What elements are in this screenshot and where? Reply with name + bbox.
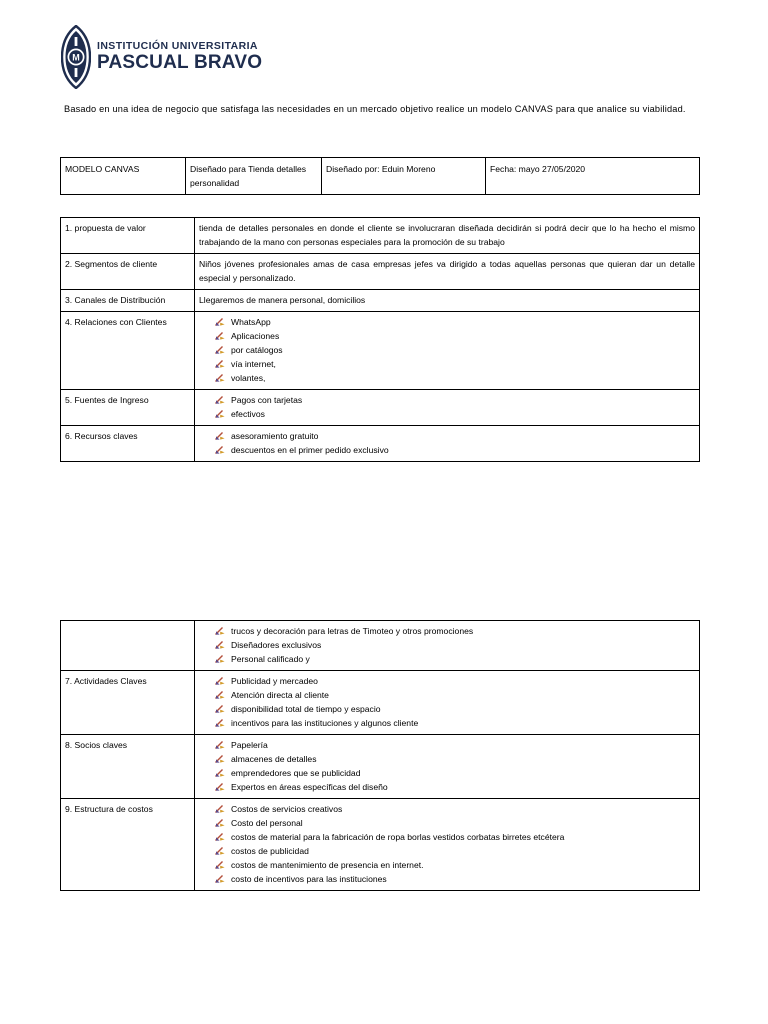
list-item	[215, 315, 695, 329]
arrow-bullet-icon	[215, 805, 225, 813]
list-item-text: costos de mantenimiento de presencia en internet.	[231, 860, 424, 870]
row-label: 8. Socios claves	[61, 735, 195, 799]
seal-letter: M	[72, 52, 80, 63]
header-model-cell: MODELO CANVAS	[61, 158, 186, 195]
list-item-text: Personal calificado y	[231, 654, 310, 664]
list-item-text: Pagos con tarjetas	[231, 395, 303, 405]
canvas-row	[61, 621, 700, 671]
list-item	[215, 830, 695, 844]
list-item	[215, 329, 695, 343]
canvas-row	[61, 735, 700, 799]
arrow-bullet-icon	[215, 360, 225, 368]
row-label: 9. Estructura de costos	[61, 799, 195, 891]
row-content: Niños jóvenes profesionales amas de casa empresas jefes va dirigido a todas aquellas personas que quieran dar un detalle especial y personalizado.	[195, 254, 700, 290]
institution-logo	[61, 24, 262, 90]
list-item-text: Diseñadores exclusivos	[231, 640, 322, 650]
row-content: tienda de detalles personales en donde el cliente se involucraran diseñada decidirán si podrá decir que lo ha hecho el mismo trabajando de la mano con personas especiales para la promoción de su trabajo	[195, 218, 700, 254]
list-item-text: Expertos en áreas específicas del diseño	[231, 782, 388, 792]
list-item-text: Costos de servicios creativos	[231, 804, 343, 814]
arrow-bullet-icon	[215, 741, 225, 749]
row-label: 3. Canales de Distribución	[61, 290, 195, 312]
arrow-bullet-icon	[215, 691, 225, 699]
header-row	[61, 158, 700, 195]
row-content	[195, 390, 700, 426]
arrow-bullet-icon	[215, 677, 225, 685]
shield-seal-icon	[61, 25, 91, 89]
list-item-text: emprendedores que se publicidad	[231, 768, 361, 778]
arrow-bullet-icon	[215, 861, 225, 869]
list-item-text: costo de incentivos para las instituciones	[231, 874, 387, 884]
list-item-text: asesoramiento gratuito	[231, 431, 319, 441]
row-label: 5. Fuentes de Ingreso	[61, 390, 195, 426]
canvas-header-table	[60, 157, 700, 195]
bullet-list	[199, 802, 695, 886]
arrow-bullet-icon	[215, 410, 225, 418]
list-item	[215, 752, 695, 766]
list-item-text: efectivos	[231, 409, 265, 419]
arrow-bullet-icon	[215, 769, 225, 777]
canvas-row	[61, 390, 700, 426]
arrow-bullet-icon	[215, 346, 225, 354]
arrow-bullet-icon	[215, 641, 225, 649]
arrow-bullet-icon	[215, 627, 225, 635]
canvas-row	[61, 426, 700, 462]
arrow-bullet-icon	[215, 833, 225, 841]
list-item	[215, 716, 695, 730]
header-designed-by-cell: Diseñado por: Eduin Moreno	[322, 158, 486, 195]
row-content	[195, 799, 700, 891]
arrow-bullet-icon	[215, 396, 225, 404]
list-item	[215, 652, 695, 666]
list-item-text: disponibilidad total de tiempo y espacio	[231, 704, 381, 714]
list-item	[215, 674, 695, 688]
list-item	[215, 357, 695, 371]
list-item	[215, 802, 695, 816]
arrow-bullet-icon	[215, 374, 225, 382]
arrow-bullet-icon	[215, 719, 225, 727]
bullet-list	[199, 624, 695, 666]
row-label: 6. Recursos claves	[61, 426, 195, 462]
bullet-list	[199, 393, 695, 421]
row-content	[195, 312, 700, 390]
list-item	[215, 844, 695, 858]
list-item	[215, 443, 695, 457]
list-item	[215, 624, 695, 638]
list-item	[215, 766, 695, 780]
list-item-text: almacenes de detalles	[231, 754, 317, 764]
row-label: 1. propuesta de valor	[61, 218, 195, 254]
list-item-text: Publicidad y mercadeo	[231, 676, 318, 686]
list-item-text: trucos y decoración para letras de Timoteo y otros promociones	[231, 626, 474, 636]
row-content	[195, 735, 700, 799]
canvas-row	[61, 290, 700, 312]
arrow-bullet-icon	[215, 783, 225, 791]
arrow-bullet-icon	[215, 847, 225, 855]
bullet-list	[199, 674, 695, 730]
list-item-text: Atención directa al cliente	[231, 690, 329, 700]
list-item	[215, 429, 695, 443]
row-content: Llegaremos de manera personal, domicilios	[195, 290, 700, 312]
list-item	[215, 393, 695, 407]
header-designed-for-cell: Diseñado para Tienda detalles personalidad	[186, 158, 322, 195]
bullet-list	[199, 315, 695, 385]
canvas-table-part-2	[60, 620, 700, 891]
list-item	[215, 780, 695, 794]
list-item-text: Costo del personal	[231, 818, 303, 828]
list-item-text: WhatsApp	[231, 317, 271, 327]
row-content	[195, 671, 700, 735]
header-date-cell: Fecha: mayo 27/05/2020	[486, 158, 700, 195]
canvas-row	[61, 312, 700, 390]
arrow-bullet-icon	[215, 446, 225, 454]
list-item	[215, 702, 695, 716]
row-label	[61, 621, 195, 671]
row-label: 7. Actividades Claves	[61, 671, 195, 735]
instructions-text: Basado en una idea de negocio que satisfaga las necesidades en un mercado objetivo realice un modelo CANVAS para que analice su viabilidad.	[64, 104, 686, 114]
list-item-text: incentivos para las instituciones y algunos cliente	[231, 718, 419, 728]
bullet-list	[199, 429, 695, 457]
list-item-text: Aplicaciones	[231, 331, 280, 341]
arrow-bullet-icon	[215, 432, 225, 440]
list-item	[215, 816, 695, 830]
logo-line-2: PASCUAL BRAVO	[97, 52, 263, 73]
list-item-text: volantes,	[231, 373, 266, 383]
arrow-bullet-icon	[215, 705, 225, 713]
bullet-list	[199, 738, 695, 794]
row-content	[195, 621, 700, 671]
row-content	[195, 426, 700, 462]
arrow-bullet-icon	[215, 819, 225, 827]
list-item	[215, 858, 695, 872]
arrow-bullet-icon	[215, 318, 225, 326]
arrow-bullet-icon	[215, 655, 225, 663]
list-item-text: Papelería	[231, 740, 268, 750]
list-item	[215, 371, 695, 385]
logo-line-1: INSTITUCIÓN UNIVERSITARIA	[97, 40, 258, 52]
list-item	[215, 738, 695, 752]
row-label: 4. Relaciones con Clientes	[61, 312, 195, 390]
arrow-bullet-icon	[215, 875, 225, 883]
list-item	[215, 638, 695, 652]
canvas-row	[61, 671, 700, 735]
canvas-table-part-1	[60, 217, 700, 462]
list-item	[215, 343, 695, 357]
list-item	[215, 872, 695, 886]
list-item	[215, 407, 695, 421]
list-item-text: costos de material para la fabricación de ropa borlas vestidos corbatas birretes etcétera	[231, 832, 565, 842]
arrow-bullet-icon	[215, 755, 225, 763]
row-label: 2. Segmentos de cliente	[61, 254, 195, 290]
canvas-row	[61, 218, 700, 254]
arrow-bullet-icon	[215, 332, 225, 340]
list-item-text: por catálogos	[231, 345, 283, 355]
list-item-text: descuentos en el primer pedido exclusivo	[231, 445, 389, 455]
canvas-row	[61, 799, 700, 891]
list-item-text: costos de publicidad	[231, 846, 309, 856]
canvas-row	[61, 254, 700, 290]
list-item	[215, 688, 695, 702]
list-item-text: vía internet,	[231, 359, 276, 369]
